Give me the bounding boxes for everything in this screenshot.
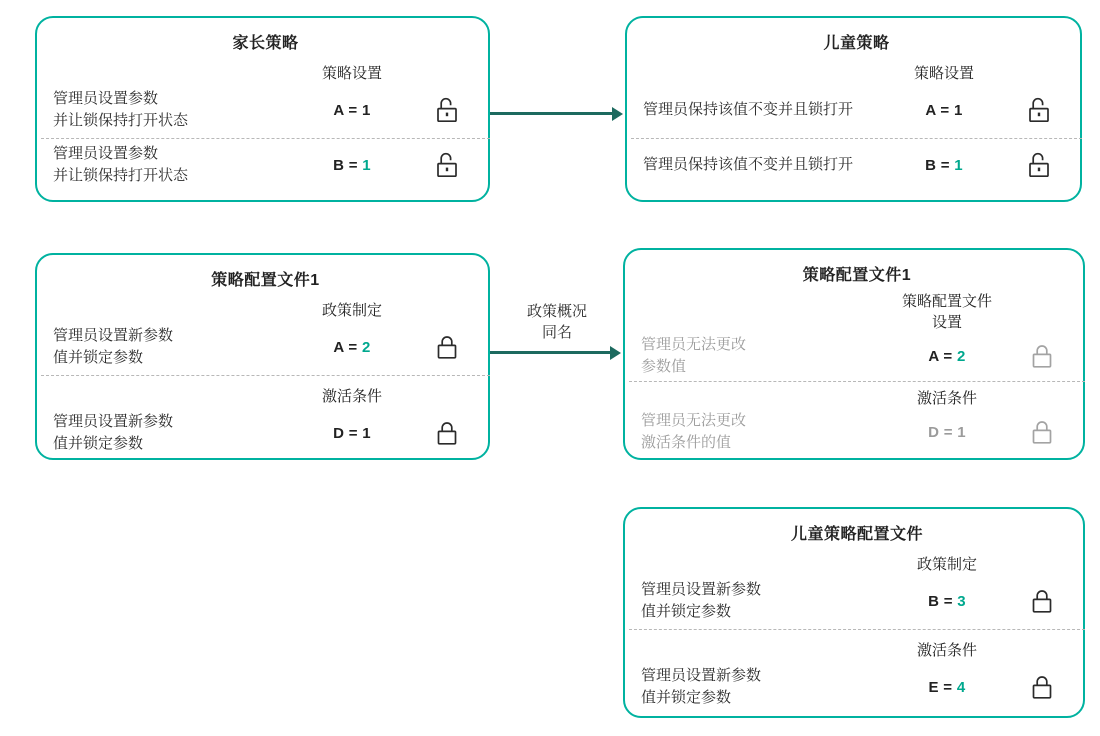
policy-row [53, 139, 478, 191]
section-header [643, 63, 1070, 84]
row-description-line: 管理员设置新参数 [641, 581, 762, 598]
closed-lock-icon [1011, 587, 1073, 616]
open-lock-icon [1008, 151, 1070, 180]
section-header-line: 策略设置 [321, 65, 382, 82]
param-value: 2 [361, 338, 371, 356]
section-header [641, 388, 1073, 409]
policy-row [53, 84, 478, 136]
row-description-line: 管理员设置新参数 [53, 413, 174, 430]
param-name: A = [333, 338, 358, 356]
row-description-line: 管理员保持该值不变并且锁打开 [643, 156, 854, 173]
param-name: D = [928, 423, 953, 441]
section-header-text [887, 291, 1007, 333]
row-description-line: 值并锁定参数 [53, 349, 144, 366]
row-description-line: 管理员无法更改 [641, 336, 747, 353]
box-title: 儿童策略 [823, 35, 890, 52]
section-header-text [887, 554, 1007, 575]
param-value: 1 [361, 101, 371, 119]
row-description-line: 管理员设置参数 [53, 90, 159, 107]
policy-row [641, 661, 1073, 713]
param-value: 1 [954, 156, 963, 174]
row-description-line: 管理员设置新参数 [641, 667, 762, 684]
section-header-line: 策略设置 [913, 65, 974, 82]
row-description-line: 值并锁定参数 [53, 435, 144, 452]
row-description-line: 并让锁保持打开状态 [53, 112, 189, 129]
param-value: 2 [956, 347, 966, 365]
row-description [643, 99, 880, 121]
row-description-line: 管理员设置新参数 [53, 327, 174, 344]
closed-lock-icon [1011, 418, 1073, 447]
row-description-line: 管理员无法更改 [641, 412, 747, 429]
param-name: A = [928, 347, 953, 365]
param-value: 1 [362, 424, 371, 442]
row-value [887, 593, 1007, 610]
param-name: B = [925, 156, 950, 174]
dashed-divider [41, 375, 490, 376]
param-name: B = [333, 156, 358, 174]
row-description [53, 325, 288, 369]
policy-row [641, 333, 1073, 379]
row-value [887, 424, 1007, 441]
policy-box-child-policy [625, 16, 1082, 202]
row-value [887, 679, 1007, 696]
box-title: 家长策略 [232, 35, 299, 52]
row-value [887, 348, 1007, 365]
row-description [641, 665, 883, 709]
row-value [292, 425, 412, 442]
row-description [53, 411, 288, 455]
param-value: 4 [956, 678, 966, 696]
section-header [641, 554, 1073, 575]
arrow-label-same-name-profile [494, 301, 620, 343]
row-value [292, 102, 412, 119]
closed-lock-icon [416, 419, 478, 448]
dashed-divider [629, 629, 1085, 630]
row-value [292, 157, 412, 174]
param-name: E = [928, 678, 953, 696]
row-value [884, 102, 1004, 119]
row-description-line: 并让锁保持打开状态 [53, 167, 189, 184]
section-header [641, 640, 1073, 661]
policy-box-policy-profile-1-child [623, 248, 1085, 460]
section-header-line: 激活条件 [916, 390, 977, 407]
policy-row [641, 575, 1073, 627]
policy-row [641, 409, 1073, 455]
param-name: A = [925, 101, 950, 119]
policy-box-parent-policy [35, 16, 490, 202]
section-header-text [292, 300, 412, 321]
row-description [641, 334, 883, 378]
policy-row [643, 84, 1070, 136]
row-description [53, 88, 288, 132]
section-header-line: 激活条件 [321, 388, 382, 405]
open-lock-icon [416, 151, 478, 180]
section-header-text [887, 388, 1007, 409]
section-header-text [292, 386, 412, 407]
closed-lock-icon [416, 333, 478, 362]
arrow-label-line: 同名 [541, 324, 572, 341]
row-description [641, 579, 883, 623]
section-header-text [292, 63, 412, 84]
section-header-line: 激活条件 [916, 642, 977, 659]
row-description [53, 143, 288, 187]
section-header-line: 政策制定 [321, 302, 382, 319]
section-header-line: 设置 [931, 314, 962, 331]
dashed-divider [629, 381, 1085, 382]
row-description [643, 154, 880, 176]
param-name: B = [928, 592, 953, 610]
row-description-line: 参数值 [641, 358, 687, 375]
section-header [53, 63, 478, 84]
row-value [292, 339, 412, 356]
row-description [641, 410, 883, 454]
row-description-line: 值并锁定参数 [641, 689, 732, 706]
arrow-policy-profile-to-child-profile [490, 351, 610, 354]
policy-row [53, 321, 478, 373]
section-header-text [887, 640, 1007, 661]
row-description-line: 值并锁定参数 [641, 603, 732, 620]
param-value: 1 [957, 423, 966, 441]
section-header-text [884, 63, 1004, 84]
open-lock-icon [416, 96, 478, 125]
section-header-line: 政策制定 [916, 556, 977, 573]
row-description-line: 管理员保持该值不变并且锁打开 [643, 101, 854, 118]
closed-lock-icon [1011, 342, 1073, 371]
box-title: 策略配置文件1 [802, 267, 912, 284]
policy-row [53, 407, 478, 459]
open-lock-icon [1008, 96, 1070, 125]
param-value: 3 [957, 592, 966, 610]
arrow-parent-policy-to-child-policy [490, 112, 612, 115]
row-description-line: 激活条件的值 [641, 434, 732, 451]
box-title: 儿童策略配置文件 [790, 526, 923, 543]
section-header [53, 386, 478, 407]
policy-box-policy-profile-1 [35, 253, 490, 460]
policy-box-child-policy-profile [623, 507, 1085, 718]
param-value: 1 [362, 156, 371, 174]
section-header [53, 300, 478, 321]
row-description-line: 管理员设置参数 [53, 145, 159, 162]
row-value [884, 157, 1004, 174]
param-name: D = [333, 424, 358, 442]
box-title: 策略配置文件1 [211, 272, 320, 289]
section-header-line: 策略配置文件 [901, 293, 992, 310]
param-name: A = [333, 101, 358, 119]
closed-lock-icon [1011, 673, 1073, 702]
arrow-label-line: 政策概况 [526, 303, 587, 320]
policy-row [643, 139, 1070, 191]
section-header [641, 291, 1073, 333]
param-value: 1 [953, 101, 963, 119]
